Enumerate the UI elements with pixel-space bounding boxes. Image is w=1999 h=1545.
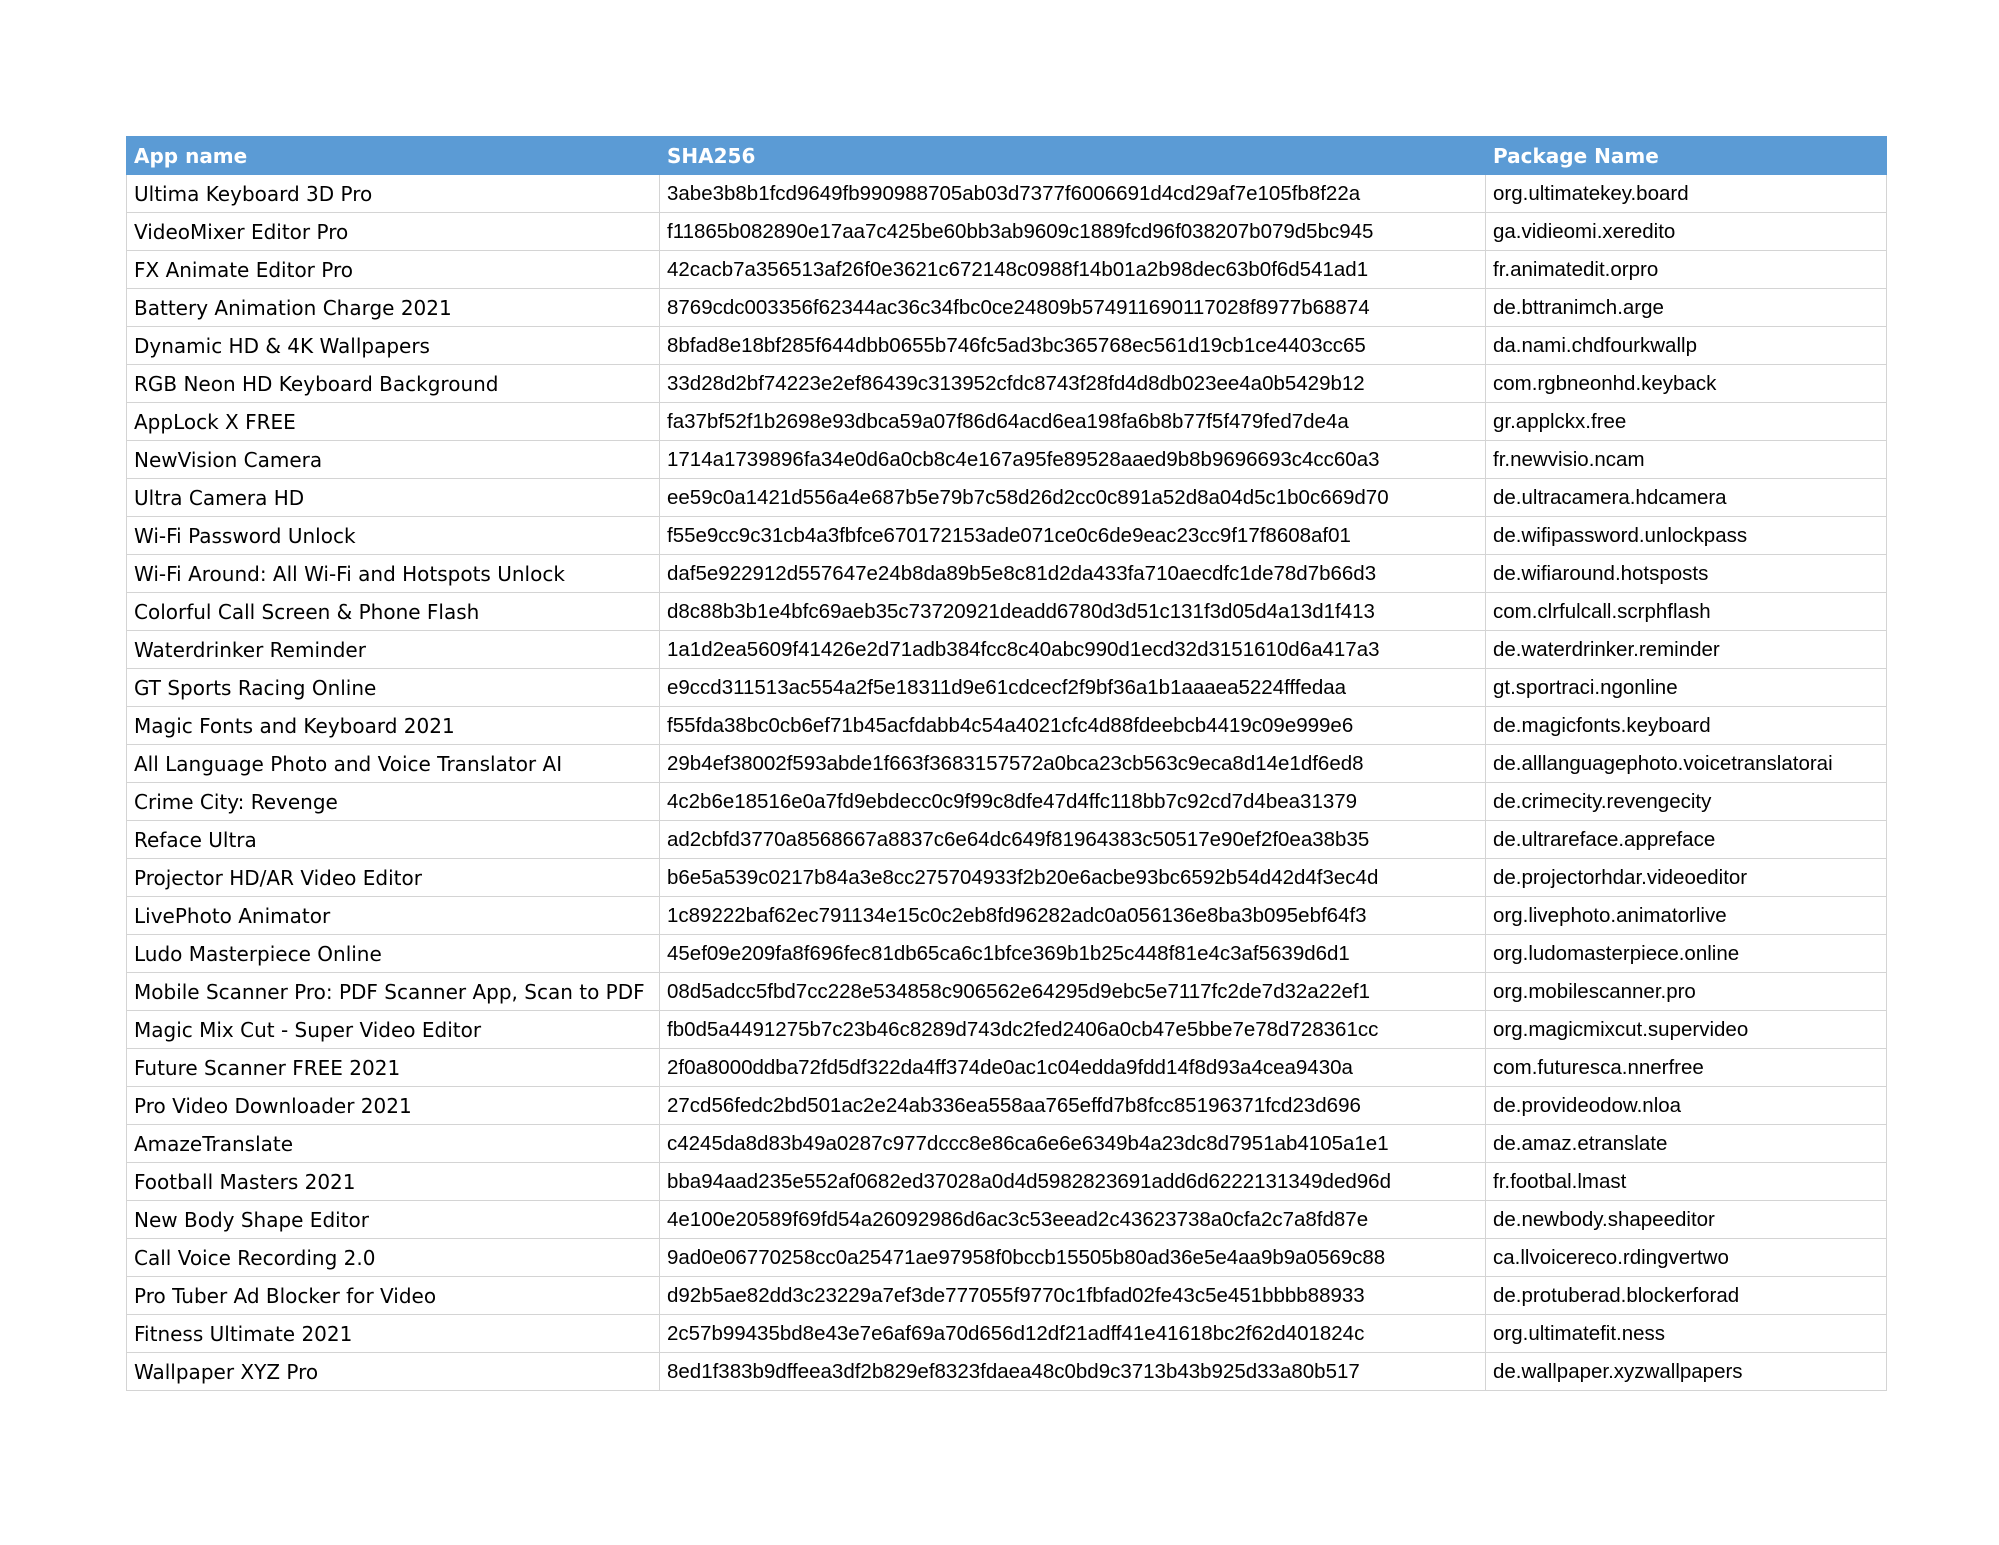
package-name-cell: de.provideodow.nloa bbox=[1486, 1087, 1887, 1125]
package-name-cell: fr.animatedit.orpro bbox=[1486, 251, 1887, 289]
app-name-cell: Ultra Camera HD bbox=[127, 479, 660, 517]
app-name-cell: LivePhoto Animator bbox=[127, 897, 660, 935]
app-name-cell: Magic Mix Cut - Super Video Editor bbox=[127, 1011, 660, 1049]
table-row bbox=[127, 1315, 1887, 1353]
table-row bbox=[127, 1087, 1887, 1125]
sha256-cell: 29b4ef38002f593abde1f663f3683157572a0bca23cb563c9eca8d14e1df6ed8 bbox=[660, 745, 1486, 783]
package-name-cell: de.protuberad.blockerforad bbox=[1486, 1277, 1887, 1315]
app-name-cell: Projector HD/AR Video Editor bbox=[127, 859, 660, 897]
app-name-cell: Future Scanner FREE 2021 bbox=[127, 1049, 660, 1087]
app-name-cell: Pro Video Downloader 2021 bbox=[127, 1087, 660, 1125]
app-name-cell: AppLock X FREE bbox=[127, 403, 660, 441]
sha256-cell: 3abe3b8b1fcd9649fb990988705ab03d7377f6006691d4cd29af7e105fb8f22a bbox=[660, 175, 1486, 213]
sha256-cell: bba94aad235e552af0682ed37028a0d4d5982823691add6d6222131349ded96d bbox=[660, 1163, 1486, 1201]
app-name-cell: GT Sports Racing Online bbox=[127, 669, 660, 707]
app-name-cell: Magic Fonts and Keyboard 2021 bbox=[127, 707, 660, 745]
app-name-cell: VideoMixer Editor Pro bbox=[127, 213, 660, 251]
sha256-cell: fa37bf52f1b2698e93dbca59a07f86d64acd6ea198fa6b8b77f5f479fed7de4a bbox=[660, 403, 1486, 441]
sha256-cell: 2f0a8000ddba72fd5df322da4ff374de0ac1c04edda9fdd14f8d93a4cea9430a bbox=[660, 1049, 1486, 1087]
package-name-cell: de.waterdrinker.reminder bbox=[1486, 631, 1887, 669]
package-name-cell: ga.vidieomi.xeredito bbox=[1486, 213, 1887, 251]
app-name-cell: Mobile Scanner Pro: PDF Scanner App, Scan to PDF bbox=[127, 973, 660, 1011]
table-row bbox=[127, 897, 1887, 935]
package-name-cell: de.wifipassword.unlockpass bbox=[1486, 517, 1887, 555]
sha256-cell: 8bfad8e18bf285f644dbb0655b746fc5ad3bc365768ec561d19cb1ce4403cc65 bbox=[660, 327, 1486, 365]
package-name-cell: da.nami.chdfourkwallp bbox=[1486, 327, 1887, 365]
package-name-cell: de.amaz.etranslate bbox=[1486, 1125, 1887, 1163]
app-name-cell: Call Voice Recording 2.0 bbox=[127, 1239, 660, 1277]
table-row bbox=[127, 859, 1887, 897]
sha256-cell: 45ef09e209fa8f696fec81db65ca6c1bfce369b1b25c448f81e4c3af5639d6d1 bbox=[660, 935, 1486, 973]
app-table-container bbox=[126, 136, 1886, 1391]
app-hash-table bbox=[126, 136, 1887, 1391]
table-row bbox=[127, 745, 1887, 783]
app-name-cell: Wi-Fi Around: All Wi-Fi and Hotspots Unlock bbox=[127, 555, 660, 593]
app-name-cell: Colorful Call Screen & Phone Flash bbox=[127, 593, 660, 631]
package-name-cell: fr.footbal.lmast bbox=[1486, 1163, 1887, 1201]
table-row bbox=[127, 327, 1887, 365]
app-name-cell: Crime City: Revenge bbox=[127, 783, 660, 821]
sha256-cell: 1714a1739896fa34e0d6a0cb8c4e167a95fe89528aaed9b8b9696693c4cc60a3 bbox=[660, 441, 1486, 479]
sha256-cell: 33d28d2bf74223e2ef86439c313952cfdc8743f28fd4d8db023ee4a0b5429b12 bbox=[660, 365, 1486, 403]
table-row bbox=[127, 783, 1887, 821]
app-name-cell: Pro Tuber Ad Blocker for Video bbox=[127, 1277, 660, 1315]
package-name-cell: org.ludomasterpiece.online bbox=[1486, 935, 1887, 973]
app-name-cell: FX Animate Editor Pro bbox=[127, 251, 660, 289]
table-body bbox=[127, 175, 1887, 1391]
sha256-cell: ad2cbfd3770a8568667a8837c6e64dc649f81964383c50517e90ef2f0ea38b35 bbox=[660, 821, 1486, 859]
sha256-cell: 1a1d2ea5609f41426e2d71adb384fcc8c40abc990d1ecd32d3151610d6a417a3 bbox=[660, 631, 1486, 669]
app-name-cell: Wi-Fi Password Unlock bbox=[127, 517, 660, 555]
sha256-cell: f11865b082890e17aa7c425be60bb3ab9609c1889fcd96f038207b079d5bc945 bbox=[660, 213, 1486, 251]
app-name-cell: Football Masters 2021 bbox=[127, 1163, 660, 1201]
app-name-cell: Reface Ultra bbox=[127, 821, 660, 859]
package-name-cell: fr.newvisio.ncam bbox=[1486, 441, 1887, 479]
app-name-cell: Dynamic HD & 4K Wallpapers bbox=[127, 327, 660, 365]
app-name-cell: New Body Shape Editor bbox=[127, 1201, 660, 1239]
package-name-cell: de.projectorhdar.videoeditor bbox=[1486, 859, 1887, 897]
app-name-cell: Battery Animation Charge 2021 bbox=[127, 289, 660, 327]
app-name-cell: Ludo Masterpiece Online bbox=[127, 935, 660, 973]
table-row bbox=[127, 403, 1887, 441]
app-name-cell: AmazeTranslate bbox=[127, 1125, 660, 1163]
sha256-cell: 2c57b99435bd8e43e7e6af69a70d656d12df21adff41e41618bc2f62d401824c bbox=[660, 1315, 1486, 1353]
package-name-cell: com.futuresca.nnerfree bbox=[1486, 1049, 1887, 1087]
package-name-cell: de.ultrareface.appreface bbox=[1486, 821, 1887, 859]
sha256-cell: 4e100e20589f69fd54a26092986d6ac3c53eead2c43623738a0cfa2c7a8fd87e bbox=[660, 1201, 1486, 1239]
sha256-cell: 8ed1f383b9dffeea3df2b829ef8323fdaea48c0bd9c3713b43b925d33a80b517 bbox=[660, 1353, 1486, 1391]
table-row bbox=[127, 1239, 1887, 1277]
package-name-cell: de.crimecity.revengecity bbox=[1486, 783, 1887, 821]
table-row bbox=[127, 1163, 1887, 1201]
header-app-name: App name bbox=[127, 137, 660, 175]
sha256-cell: 1c89222baf62ec791134e15c0c2eb8fd96282adc0a056136e8ba3b095ebf64f3 bbox=[660, 897, 1486, 935]
package-name-cell: de.magicfonts.keyboard bbox=[1486, 707, 1887, 745]
package-name-cell: de.wallpaper.xyzwallpapers bbox=[1486, 1353, 1887, 1391]
table-row bbox=[127, 973, 1887, 1011]
package-name-cell: de.alllanguagephoto.voicetranslatorai bbox=[1486, 745, 1887, 783]
package-name-cell: org.magicmixcut.supervideo bbox=[1486, 1011, 1887, 1049]
table-row bbox=[127, 1353, 1887, 1391]
table-row bbox=[127, 251, 1887, 289]
sha256-cell: c4245da8d83b49a0287c977dccc8e86ca6e6e6349b4a23dc8d7951ab4105a1e1 bbox=[660, 1125, 1486, 1163]
sha256-cell: d92b5ae82dd3c23229a7ef3de777055f9770c1fbfad02fe43c5e451bbbb88933 bbox=[660, 1277, 1486, 1315]
header-sha256: SHA256 bbox=[660, 137, 1486, 175]
sha256-cell: f55e9cc9c31cb4a3fbfce670172153ade071ce0c6de9eac23cc9f17f8608af01 bbox=[660, 517, 1486, 555]
sha256-cell: 27cd56fedc2bd501ac2e24ab336ea558aa765effd7b8fcc85196371fcd23d696 bbox=[660, 1087, 1486, 1125]
table-row bbox=[127, 1277, 1887, 1315]
package-name-cell: de.wifiaround.hotsposts bbox=[1486, 555, 1887, 593]
app-name-cell: NewVision Camera bbox=[127, 441, 660, 479]
sha256-cell: d8c88b3b1e4bfc69aeb35c73720921deadd6780d3d51c131f3d05d4a13d1f413 bbox=[660, 593, 1486, 631]
table-header-row bbox=[127, 137, 1887, 175]
app-name-cell: All Language Photo and Voice Translator AI bbox=[127, 745, 660, 783]
table-row bbox=[127, 1125, 1887, 1163]
table-row bbox=[127, 707, 1887, 745]
package-name-cell: ca.llvoicereco.rdingvertwo bbox=[1486, 1239, 1887, 1277]
table-row bbox=[127, 631, 1887, 669]
table-row bbox=[127, 517, 1887, 555]
header-package-name: Package Name bbox=[1486, 137, 1887, 175]
table-row bbox=[127, 1201, 1887, 1239]
package-name-cell: de.newbody.shapeeditor bbox=[1486, 1201, 1887, 1239]
app-name-cell: Wallpaper XYZ Pro bbox=[127, 1353, 660, 1391]
table-row bbox=[127, 669, 1887, 707]
sha256-cell: f55fda38bc0cb6ef71b45acfdabb4c54a4021cfc4d88fdeebcb4419c09e999e6 bbox=[660, 707, 1486, 745]
app-name-cell: Ultima Keyboard 3D Pro bbox=[127, 175, 660, 213]
table-row bbox=[127, 821, 1887, 859]
sha256-cell: 9ad0e06770258cc0a25471ae97958f0bccb15505b80ad36e5e4aa9b9a0569c88 bbox=[660, 1239, 1486, 1277]
table-row bbox=[127, 1011, 1887, 1049]
sha256-cell: daf5e922912d557647e24b8da89b5e8c81d2da433fa710aecdfc1de78d7b66d3 bbox=[660, 555, 1486, 593]
table-row bbox=[127, 935, 1887, 973]
package-name-cell: de.ultracamera.hdcamera bbox=[1486, 479, 1887, 517]
package-name-cell: org.ultimatekey.board bbox=[1486, 175, 1887, 213]
table-row bbox=[127, 441, 1887, 479]
table-row bbox=[127, 1049, 1887, 1087]
app-name-cell: Fitness Ultimate 2021 bbox=[127, 1315, 660, 1353]
sha256-cell: 08d5adcc5fbd7cc228e534858c906562e64295d9ebc5e7117fc2de7d32a22ef1 bbox=[660, 973, 1486, 1011]
package-name-cell: com.rgbneonhd.keyback bbox=[1486, 365, 1887, 403]
table-row bbox=[127, 213, 1887, 251]
table-row bbox=[127, 175, 1887, 213]
table-row bbox=[127, 593, 1887, 631]
table-row bbox=[127, 555, 1887, 593]
package-name-cell: org.mobilescanner.pro bbox=[1486, 973, 1887, 1011]
package-name-cell: de.bttranimch.arge bbox=[1486, 289, 1887, 327]
sha256-cell: ee59c0a1421d556a4e687b5e79b7c58d26d2cc0c891a52d8a04d5c1b0c669d70 bbox=[660, 479, 1486, 517]
sha256-cell: 42cacb7a356513af26f0e3621c672148c0988f14b01a2b98dec63b0f6d541ad1 bbox=[660, 251, 1486, 289]
sha256-cell: e9ccd311513ac554a2f5e18311d9e61cdcecf2f9bf36a1b1aaaea5224fffedaa bbox=[660, 669, 1486, 707]
sha256-cell: 8769cdc003356f62344ac36c34fbc0ce24809b574911690117028f8977b68874 bbox=[660, 289, 1486, 327]
sha256-cell: 4c2b6e18516e0a7fd9ebdecc0c9f99c8dfe47d4ffc118bb7c92cd7d4bea31379 bbox=[660, 783, 1486, 821]
sha256-cell: b6e5a539c0217b84a3e8cc275704933f2b20e6acbe93bc6592b54d42d4f3ec4d bbox=[660, 859, 1486, 897]
package-name-cell: com.clrfulcall.scrphflash bbox=[1486, 593, 1887, 631]
app-name-cell: Waterdrinker Reminder bbox=[127, 631, 660, 669]
package-name-cell: org.livephoto.animatorlive bbox=[1486, 897, 1887, 935]
package-name-cell: org.ultimatefit.ness bbox=[1486, 1315, 1887, 1353]
table-row bbox=[127, 479, 1887, 517]
table-row bbox=[127, 289, 1887, 327]
app-name-cell: RGB Neon HD Keyboard Background bbox=[127, 365, 660, 403]
package-name-cell: gr.applckx.free bbox=[1486, 403, 1887, 441]
table-row bbox=[127, 365, 1887, 403]
package-name-cell: gt.sportraci.ngonline bbox=[1486, 669, 1887, 707]
sha256-cell: fb0d5a4491275b7c23b46c8289d743dc2fed2406a0cb47e5bbe7e78d728361cc bbox=[660, 1011, 1486, 1049]
